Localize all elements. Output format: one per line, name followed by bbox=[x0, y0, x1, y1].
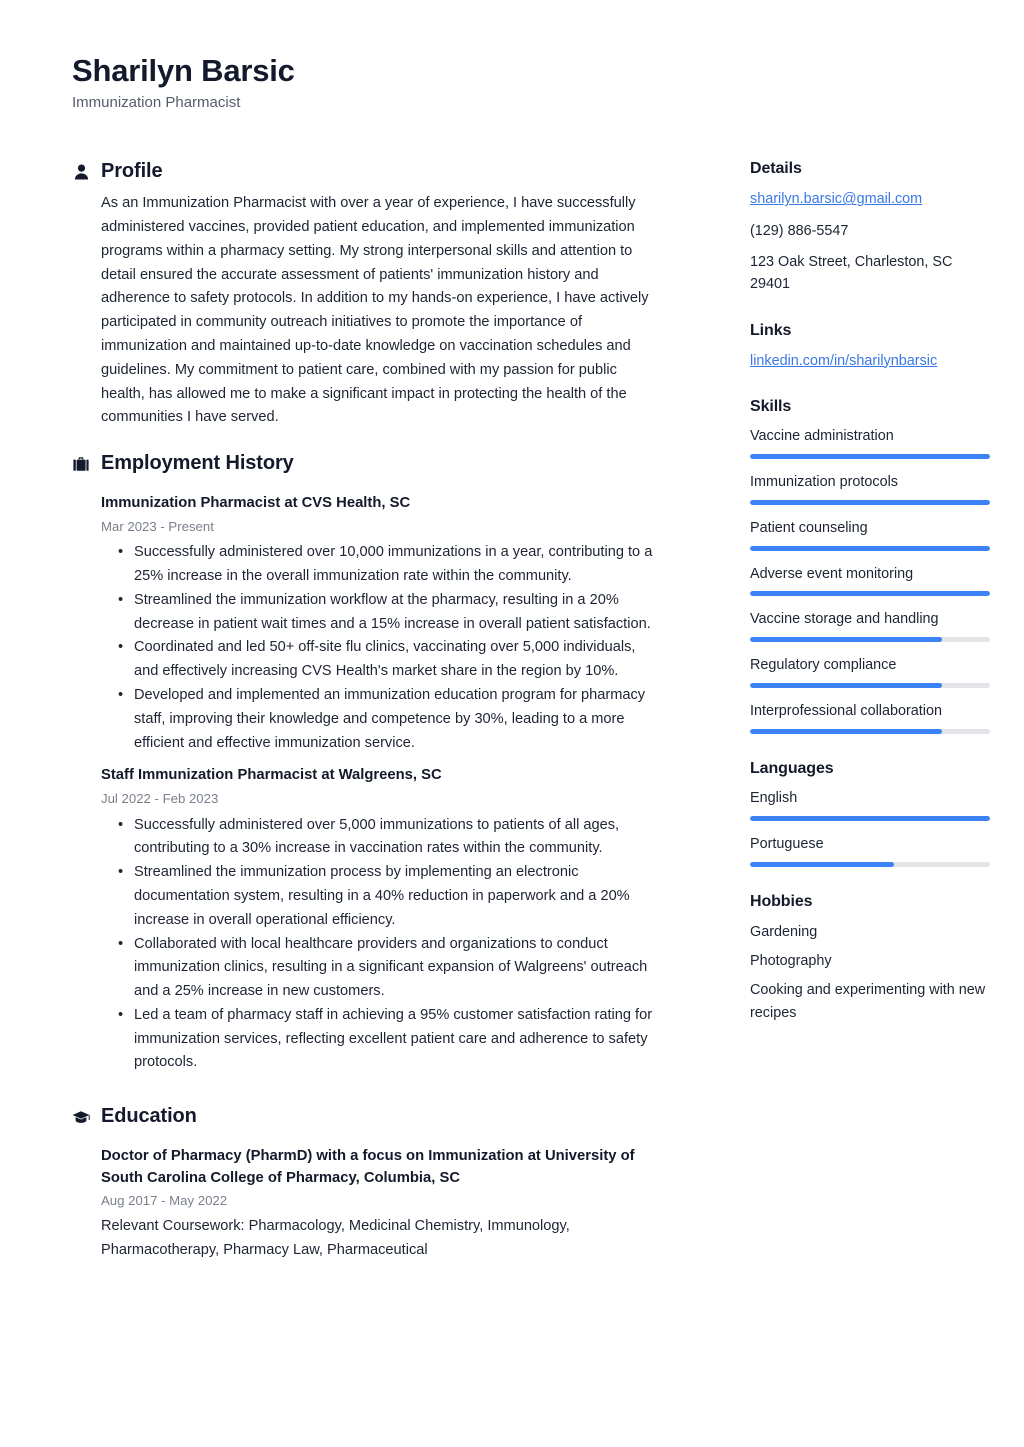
skill-meter-fill bbox=[750, 729, 942, 734]
employment-entry-title: Immunization Pharmacist at CVS Health, SC bbox=[101, 495, 411, 512]
skill-meter-fill bbox=[750, 500, 990, 505]
details-email-row bbox=[750, 188, 996, 210]
education-title: Education bbox=[101, 1105, 197, 1128]
hobby-item: Gardening bbox=[750, 923, 818, 940]
skill-item bbox=[750, 426, 996, 459]
skill-label: Vaccine administration bbox=[750, 427, 894, 444]
hobby-item: Cooking and experimenting with new recipes bbox=[750, 982, 986, 1021]
employment-entry-date: Mar 2023 - Present bbox=[101, 518, 214, 534]
details-phone: (129) 886-5547 bbox=[750, 222, 849, 239]
section-education bbox=[72, 1105, 658, 1262]
languages-title: Languages bbox=[750, 760, 834, 778]
links-row bbox=[750, 350, 996, 372]
sidebar-column bbox=[750, 160, 996, 1050]
language-meter-fill bbox=[750, 816, 990, 821]
skills-title: Skills bbox=[750, 397, 792, 415]
link-linkedin[interactable]: linkedin.com/in/sharilynbarsic bbox=[750, 352, 938, 369]
details-email-link[interactable]: sharilyn.barsic@gmail.com bbox=[750, 191, 923, 208]
language-label: Portuguese bbox=[750, 835, 824, 852]
list-item: • Streamlined the immunization workflow at the pharmacy, resulting in a 20% decrease in patient wait times and a 15% increase in overall patient satisfaction. bbox=[134, 589, 658, 637]
employment-title: Employment History bbox=[101, 452, 294, 475]
list-item: • Developed and implemented an immunization education program for pharmacy staff, improving their knowledge and competence by 30%, leading to a more efficient and effective immunization service. bbox=[134, 684, 658, 755]
skill-meter-track bbox=[750, 637, 990, 642]
skill-meter-fill bbox=[750, 591, 990, 596]
main-column bbox=[72, 160, 658, 1266]
list-item: • Streamlined the immunization process by implementing an electronic documentation system, resulting in a 40% reduction in paperwork and a 20% increase in overall operational efficiency. bbox=[134, 861, 658, 932]
sidebar-block-skills bbox=[750, 398, 996, 734]
language-label: English bbox=[750, 790, 798, 807]
language-meter-track bbox=[750, 816, 990, 821]
education-entry-date: Aug 2017 - May 2022 bbox=[101, 1193, 228, 1209]
skill-meter-fill bbox=[750, 683, 942, 688]
graduation-cap-icon bbox=[72, 1107, 90, 1127]
skill-item bbox=[750, 655, 996, 688]
section-employment bbox=[72, 452, 658, 1075]
skill-label: Adverse event monitoring bbox=[750, 565, 914, 582]
skill-label: Patient counseling bbox=[750, 519, 868, 536]
skill-meter-track bbox=[750, 683, 990, 688]
education-entry-description: Relevant Coursework: Pharmacology, Medicinal Chemistry, Immunology, Pharmacotherapy, Pharmacy Law, Pharmaceutical bbox=[101, 1217, 570, 1258]
language-meter-fill bbox=[750, 862, 894, 867]
education-entry bbox=[72, 1146, 658, 1262]
details-address: 123 Oak Street, Charleston, SC 29401 bbox=[750, 253, 953, 293]
list-item: • Collaborated with local healthcare providers and organizations to conduct immunization clinics, resulting in a significant expansion of Walgreens' outreach and a 25% increase in new customers. bbox=[134, 933, 658, 1004]
skill-meter-track bbox=[750, 591, 990, 596]
skill-item bbox=[750, 701, 996, 734]
employment-entry bbox=[72, 765, 658, 1075]
links-title: Links bbox=[750, 321, 792, 339]
hobby-item: Photography bbox=[750, 953, 832, 970]
details-title: Details bbox=[750, 160, 802, 178]
skill-meter-track bbox=[750, 729, 990, 734]
skill-meter-track bbox=[750, 546, 990, 551]
hobbies-title: Hobbies bbox=[750, 892, 813, 910]
sidebar-block-languages bbox=[750, 760, 996, 867]
list-item: • Successfully administered over 5,000 immunizations to patients of all ages, contributing to a 30% increase in vaccination rates within the community. bbox=[134, 814, 658, 862]
employment-entry-bullets bbox=[101, 541, 658, 755]
sidebar-block-links bbox=[750, 322, 996, 372]
sidebar-block-hobbies bbox=[750, 893, 996, 1024]
sidebar-block-details bbox=[750, 160, 996, 295]
section-spacer bbox=[72, 1079, 658, 1105]
education-heading bbox=[72, 1105, 658, 1128]
candidate-job-title: Immunization Pharmacist bbox=[72, 93, 241, 111]
employment-entry-title: Staff Immunization Pharmacist at Walgreens, SC bbox=[101, 767, 442, 784]
list-item: • Coordinated and led 50+ off-site flu clinics, vaccinating over 5,000 individuals, and effectively increasing CVS Health's market share in the region by 10%. bbox=[134, 636, 658, 684]
employment-heading bbox=[72, 452, 658, 475]
skill-label: Interprofessional collaboration bbox=[750, 703, 942, 720]
profile-text: As an Immunization Pharmacist with over a year of experience, I have successfully administered vaccines, provided patient education, and implemented immunization programs within a pharmacy setting. My strong interpersonal skills and attention to detail ensured the accurate assessment of patients' immunization history and adherence to safety protocols. In addition to my hands-on experience, I have actively participated in community outreach initiatives to promote the importance of immunization and maintained up-to-date knowledge on vaccination schedules and guidelines. My commitment to patient care, combined with my passion for public health, has allowed me to make a significant impact in protecting the health of the communities I have served. bbox=[101, 195, 649, 426]
language-meter-track bbox=[750, 862, 990, 867]
profile-title: Profile bbox=[101, 160, 163, 183]
skill-meter-track bbox=[750, 500, 990, 505]
skill-meter-fill bbox=[750, 637, 942, 642]
skill-label: Vaccine storage and handling bbox=[750, 611, 939, 628]
skill-label: Immunization protocols bbox=[750, 473, 898, 490]
language-item bbox=[750, 788, 996, 821]
skill-label: Regulatory compliance bbox=[750, 657, 897, 674]
skill-item bbox=[750, 609, 996, 642]
candidate-name: Sharilyn Barsic bbox=[72, 53, 295, 88]
employment-entry bbox=[72, 493, 658, 755]
list-item: • Led a team of pharmacy staff in achieving a 95% customer satisfaction rating for immunization services, reflecting excellent patient care and adherence to safety protocols. bbox=[134, 1004, 658, 1075]
skill-meter-track bbox=[750, 454, 990, 459]
language-item bbox=[750, 834, 996, 867]
user-icon bbox=[72, 162, 90, 182]
section-profile bbox=[72, 160, 658, 430]
resume-body bbox=[72, 160, 986, 1266]
employment-entry-bullets bbox=[101, 814, 658, 1076]
skill-item bbox=[750, 518, 996, 551]
skill-item bbox=[750, 472, 996, 505]
skill-item bbox=[750, 564, 996, 597]
list-item: • Successfully administered over 10,000 immunizations in a year, contributing to a 25% increase in the overall immunization rate within the community. bbox=[134, 541, 658, 589]
briefcase-icon bbox=[72, 454, 90, 474]
skill-meter-fill bbox=[750, 546, 990, 551]
resume-header bbox=[72, 52, 952, 112]
employment-entry-date: Jul 2022 - Feb 2023 bbox=[101, 790, 219, 806]
education-entry-title: Doctor of Pharmacy (PharmD) with a focus on Immunization at University of South Carolina College of Pharmacy, Columbia, SC bbox=[101, 1148, 635, 1186]
profile-heading bbox=[72, 160, 658, 183]
skill-meter-fill bbox=[750, 454, 990, 459]
